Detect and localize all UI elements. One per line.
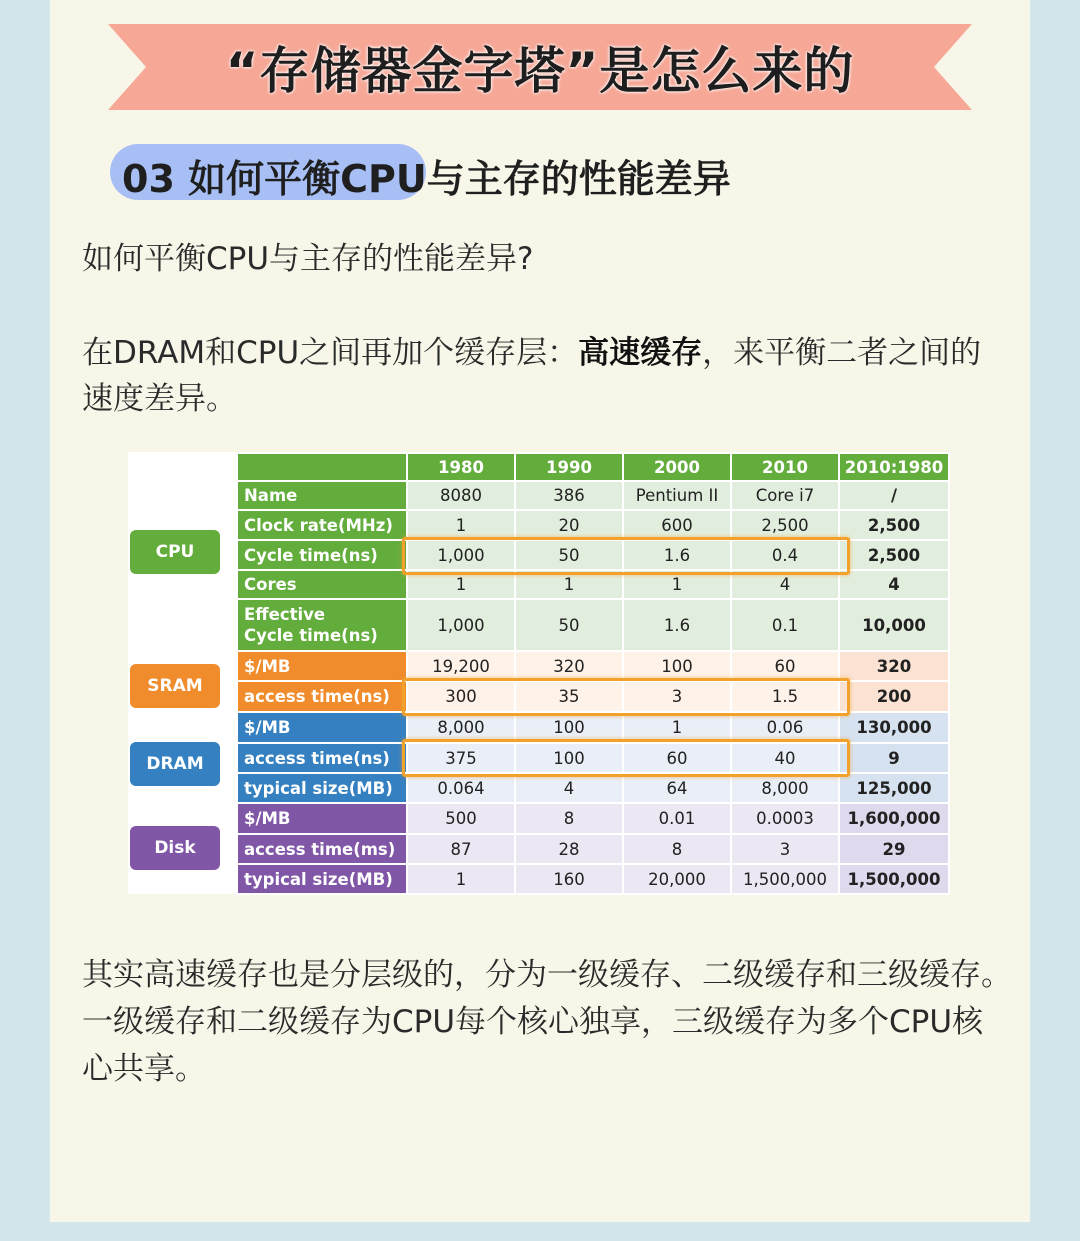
header-cell: 2000 xyxy=(623,453,731,481)
row-label: Cores xyxy=(237,570,407,599)
row-label xyxy=(237,599,407,651)
row-label: $/MB xyxy=(237,712,407,743)
cell: 1 xyxy=(515,570,623,599)
table-row xyxy=(237,864,949,894)
row-label-line: Effective xyxy=(244,605,326,624)
cell: 1,500,000 xyxy=(731,864,839,894)
table-header-row xyxy=(237,453,949,481)
cell: 1 xyxy=(407,864,515,894)
cell: 50 xyxy=(515,599,623,651)
header-cell: 1990 xyxy=(515,453,623,481)
cell: 8 xyxy=(623,834,731,864)
cell: 40 xyxy=(731,743,839,773)
cell: 1,000 xyxy=(407,540,515,570)
cell: 8 xyxy=(515,803,623,834)
category-disk: Disk xyxy=(130,826,220,870)
cell: 4 xyxy=(731,570,839,599)
cell: Core i7 xyxy=(731,481,839,510)
cell: 1 xyxy=(623,570,731,599)
cell: 386 xyxy=(515,481,623,510)
highlight-sram-access xyxy=(402,678,850,716)
performance-table xyxy=(236,452,950,895)
cell: 1,000 xyxy=(407,599,515,651)
cell: Pentium II xyxy=(623,481,731,510)
ratio-cell: 1,600,000 xyxy=(839,803,949,834)
header-cell: 2010:1980 xyxy=(839,453,949,481)
table-row xyxy=(237,773,949,803)
row-label-line: Cycle time(ns) xyxy=(244,626,378,645)
header-cell: 1980 xyxy=(407,453,515,481)
performance-table-figure xyxy=(128,452,950,894)
cell: 375 xyxy=(407,743,515,773)
cell: 60 xyxy=(731,651,839,681)
cell: 320 xyxy=(515,651,623,681)
ratio-cell: 1,500,000 xyxy=(839,864,949,894)
ratio-cell: 10,000 xyxy=(839,599,949,651)
row-label: Cycle time(ns) xyxy=(237,540,407,570)
ratio-cell: 130,000 xyxy=(839,712,949,743)
answer-text xyxy=(82,330,1012,422)
cell: 8,000 xyxy=(731,773,839,803)
cell: 20,000 xyxy=(623,864,731,894)
cell: 1 xyxy=(407,570,515,599)
header-cell xyxy=(237,453,407,481)
row-label: access time(ns) xyxy=(237,743,407,773)
table-row xyxy=(237,510,949,540)
cell: 0.06 xyxy=(731,712,839,743)
ratio-cell: 200 xyxy=(839,681,949,712)
row-label: access time(ns) xyxy=(237,681,407,712)
ratio-cell: 320 xyxy=(839,651,949,681)
cell: 160 xyxy=(515,864,623,894)
row-label: Clock rate(MHz) xyxy=(237,510,407,540)
section-title: 03 如何平衡CPU与主存的性能差异 xyxy=(122,157,731,201)
cell: 1 xyxy=(623,712,731,743)
ratio-cell: 125,000 xyxy=(839,773,949,803)
category-sram: SRAM xyxy=(130,664,220,708)
cache-levels-text: 其实高速缓存也是分层级的，分为一级缓存、二级缓存和三级缓存。一级缓存和二级缓存为CPU每个核心独享，三级缓存为多个CPU核心共享。 xyxy=(82,957,1012,1087)
cell: 1.5 xyxy=(731,681,839,712)
cell: 0.01 xyxy=(623,803,731,834)
row-label: Name xyxy=(237,481,407,510)
cell: 0.1 xyxy=(731,599,839,651)
cell: 1 xyxy=(407,510,515,540)
banner-title: “存储器金字塔”是怎么来的 xyxy=(225,42,855,100)
cell: 35 xyxy=(515,681,623,712)
cell: 100 xyxy=(515,743,623,773)
cell: 3 xyxy=(731,834,839,864)
cell: 4 xyxy=(515,773,623,803)
answer-pre: 在DRAM和CPU之间再加个缓存层： xyxy=(82,335,579,371)
cell: 20 xyxy=(515,510,623,540)
cell: 0.064 xyxy=(407,773,515,803)
table-row xyxy=(237,651,949,681)
row-label: $/MB xyxy=(237,651,407,681)
cell: 3 xyxy=(623,681,731,712)
answer-bold: 高速缓存 xyxy=(578,335,703,371)
highlight-dram-access xyxy=(402,739,850,777)
row-label: typical size(MB) xyxy=(237,773,407,803)
table-row xyxy=(237,599,949,651)
ratio-cell: 29 xyxy=(839,834,949,864)
row-label: typical size(MB) xyxy=(237,864,407,894)
table-row xyxy=(237,481,949,510)
cell: 100 xyxy=(515,712,623,743)
cell: 0.0003 xyxy=(731,803,839,834)
ratio-cell: 4 xyxy=(839,570,949,599)
title-banner xyxy=(108,24,972,110)
ratio-cell: 9 xyxy=(839,743,949,773)
header-cell: 2010 xyxy=(731,453,839,481)
category-dram: DRAM xyxy=(130,742,220,786)
row-label: $/MB xyxy=(237,803,407,834)
ratio-cell: / xyxy=(839,481,949,510)
cell: 8080 xyxy=(407,481,515,510)
cell: 300 xyxy=(407,681,515,712)
answer-post: ，来平衡二者之间的速度差异。 xyxy=(82,335,982,417)
ratio-cell: 2,500 xyxy=(839,540,949,570)
category-cpu: CPU xyxy=(130,530,220,574)
cell: 64 xyxy=(623,773,731,803)
cell: 1.6 xyxy=(623,599,731,651)
cell: 100 xyxy=(623,651,731,681)
cell: 2,500 xyxy=(731,510,839,540)
cell: 1.6 xyxy=(623,540,731,570)
cell: 19,200 xyxy=(407,651,515,681)
cell: 0.4 xyxy=(731,540,839,570)
table-row xyxy=(237,803,949,834)
cell: 500 xyxy=(407,803,515,834)
question-text: 如何平衡CPU与主存的性能差异? xyxy=(82,241,534,277)
row-label: access time(ms) xyxy=(237,834,407,864)
cell: 87 xyxy=(407,834,515,864)
cell: 600 xyxy=(623,510,731,540)
highlight-cpu-cycle xyxy=(402,537,850,575)
cell: 50 xyxy=(515,540,623,570)
ratio-cell: 2,500 xyxy=(839,510,949,540)
cell: 8,000 xyxy=(407,712,515,743)
table-row xyxy=(237,834,949,864)
cell: 60 xyxy=(623,743,731,773)
cell: 28 xyxy=(515,834,623,864)
